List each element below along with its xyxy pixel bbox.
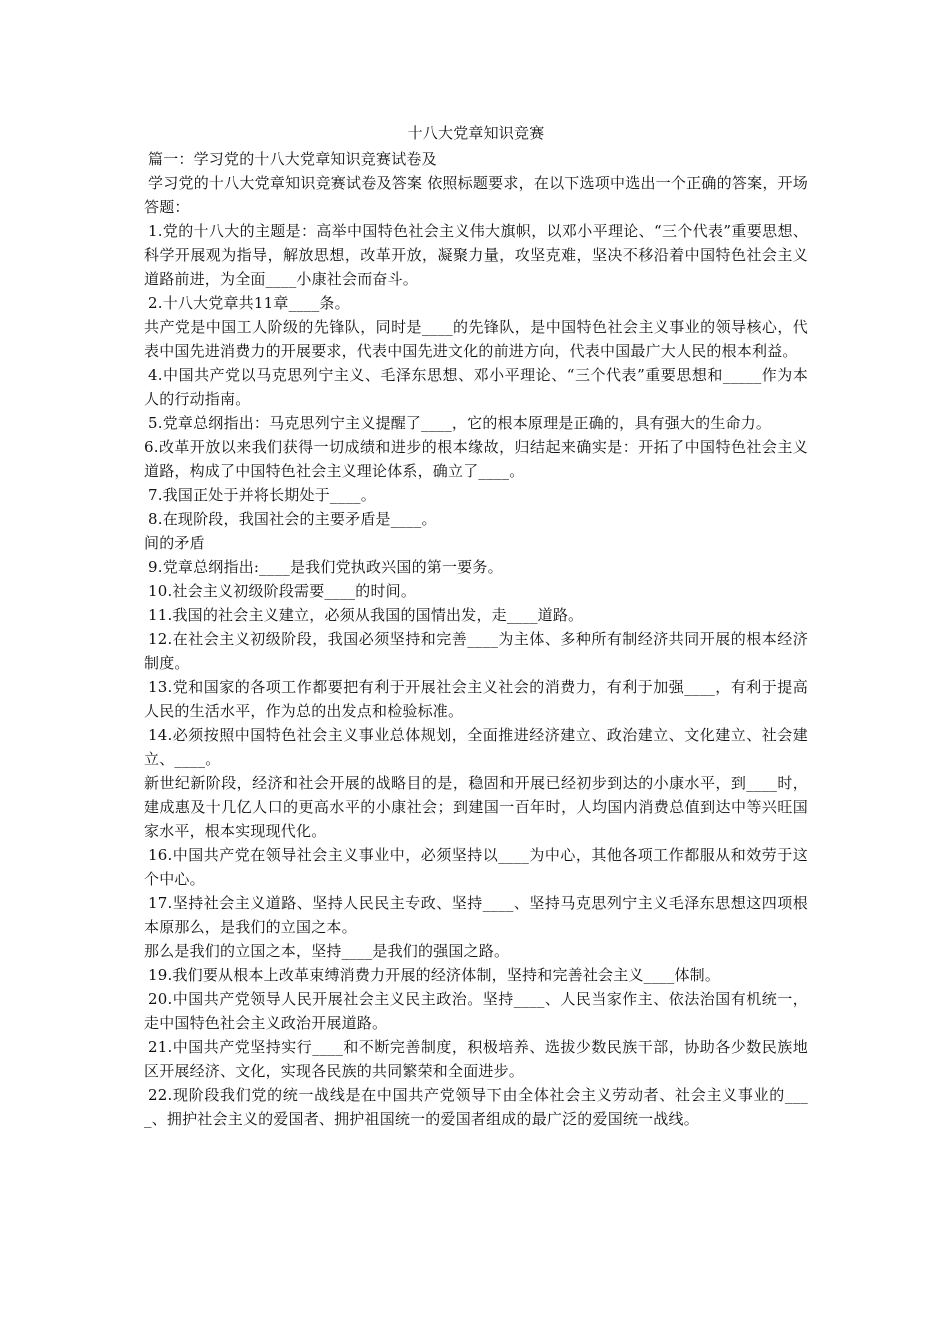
paragraph: 8.在现阶段，我国社会的主要矛盾是____。 (148, 510, 437, 528)
paragraph: 7.我国正处于并将长期处于____。 (148, 486, 376, 504)
paragraph: 篇一：学习党的十八大党章知识竞赛试卷及 (148, 150, 437, 168)
paragraph: 16.中国共产党在领导社会主义事业中，必须坚持以____为中心，其他各项工作都服从和效劳于这个中心。 (144, 846, 808, 888)
paragraph: 6.改革开放以来我们获得一切成绩和进步的根本缘故，归结起来确实是：开拓了中国特色社会主义道路，构成了中国特色社会主义理论体系，确立了____。 (144, 438, 808, 480)
paragraph: 共产党是中国工人阶级的先锋队，同时是____的先锋队，是中国特色社会主义事业的领导核心，代表中国先进消费力的开展要求，代表中国先进文化的前进方向，代表中国最广大人民的根本利益。 (144, 318, 808, 360)
paragraph-list (144, 147, 808, 1131)
paragraph: 21.中国共产党坚持实行____和不断完善制度，积极培养、选拔少数民族干部，协助各少数民族地区开展经济、文化，实现各民族的共同繁荣和全面进步。 (144, 1038, 808, 1080)
paragraph: 4.中国共产党以马克思列宁主义、毛泽东思想、邓小平理论、“三个代表”重要思想和_____作为本人的行动指南。 (144, 366, 808, 408)
paragraph: 间的矛盾 (144, 534, 205, 552)
paragraph: 新世纪新阶段，经济和社会开展的战略目的是，稳固和开展已经初步到达的小康水平，到____时，建成惠及十几亿人口的更高水平的小康社会；到建国一百年时，人均国内消费总值到达中等兴旺国家水平，根本实现现代化。 (144, 774, 808, 840)
paragraph: 14.必须按照中国特色社会主义事业总体规划，全面推进经济建立、政治建立、文化建立、社会建立、____。 (144, 726, 808, 768)
paragraph: 2.十八大党章共11章____条。 (148, 294, 350, 312)
document-body (144, 121, 808, 1131)
paragraph: 19.我们要从根本上改革束缚消费力开展的经济体制，坚持和完善社会主义____体制。 (148, 966, 721, 984)
paragraph: 5.党章总纲指出：马克思列宁主义提醒了____，它的根本原理是正确的，具有强大的生命力。 (148, 414, 772, 432)
paragraph: 1.党的十八大的主题是：高举中国特色社会主义伟大旗帜，以邓小平理论、“三个代表”重要思想、科学开展观为指导，解放思想，改革开放，凝聚力量，攻坚克难，坚决不移沿着中国特色社会主义道路前进，为全面____小康社会而奋斗。 (144, 222, 808, 288)
paragraph: 12.在社会主义初级阶段，我国必须坚持和完善____为主体、多种所有制经济共同开展的根本经济制度。 (144, 630, 808, 672)
paragraph: 10.社会主义初级阶段需要____的时间。 (148, 582, 417, 600)
paragraph: 20.中国共产党领导人民开展社会主义民主政治。坚持____、人民当家作主、依法治国有机统一，走中国特色社会主义政治开展道路。 (144, 990, 808, 1032)
paragraph: 17.坚持社会主义道路、坚持人民民主专政、坚持____、坚持马克思列宁主义毛泽东思想这四项根本原那么，是我们的立国之本。 (144, 894, 808, 936)
paragraph: 11.我国的社会主义建立，必须从我国的国情出发，走____道路。 (148, 606, 584, 624)
paragraph: 学习党的十八大党章知识竞赛试卷及答案 依照标题要求，在以下选项中选出一个正确的答案，开场答题： (144, 174, 808, 216)
paragraph: 9.党章总纲指出:____是我们党执政兴国的第一要务。 (148, 558, 503, 576)
document-title: 十八大党章知识竞赛 (407, 124, 545, 142)
paragraph: 13.党和国家的各项工作都要把有利于开展社会主义社会的消费力，有利于加强____，有利于提高人民的生活水平，作为总的出发点和检验标准。 (144, 678, 808, 720)
paragraph: 22.现阶段我们党的统一战线是在中国共产党领导下由全体社会主义劳动者、社会主义事业的____、拥护社会主义的爱国者、拥护祖国统一的爱国者组成的最广泛的爱国统一战线。 (144, 1086, 808, 1128)
paragraph: 那么是我们的立国之本，坚持____是我们的强国之路。 (144, 942, 510, 960)
